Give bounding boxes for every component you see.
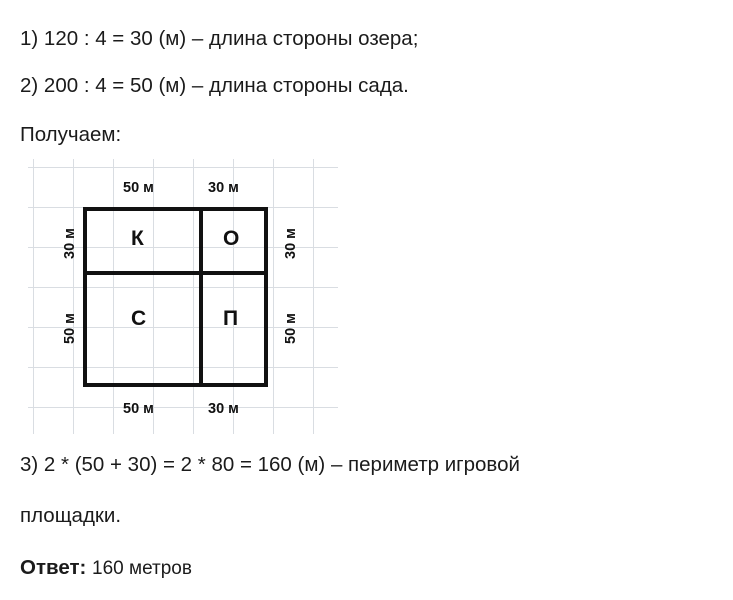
outer-border (83, 207, 268, 387)
dimension-right-bottom: 50 м (283, 312, 299, 344)
solution-step-3: 3) 2 * (50 + 30) = 2 * 80 = 160 (м) – периметр игровой (20, 452, 520, 476)
dimension-left-bottom: 50 м (62, 312, 78, 344)
dimension-right-top: 30 м (283, 227, 299, 259)
solution-step-2: 2) 200 : 4 = 50 (м) – длина стороны сада. (20, 74, 409, 98)
solution-intro: Получаем: (20, 123, 122, 147)
dimension-bottom-left: 50 м (123, 400, 154, 417)
plot-rectangle (83, 207, 268, 387)
cell-label-s: С (131, 306, 147, 330)
dimension-bottom-right: 30 м (208, 400, 239, 417)
cell-label-k: К (131, 226, 144, 250)
answer-label: Ответ: (20, 556, 87, 580)
answer-value: 160 метров (92, 558, 192, 580)
cell-label-p: П (223, 306, 239, 330)
cell-label-o: О (223, 226, 240, 250)
dimension-top-left: 50 м (123, 179, 154, 196)
solution-step-3-continued: площадки. (20, 503, 122, 527)
solution-step-1: 1) 120 : 4 = 30 (м) – длина стороны озера; (20, 27, 419, 50)
answer-row (20, 555, 713, 581)
horizontal-divider (83, 271, 268, 275)
dimension-top-right: 30 м (208, 179, 239, 196)
dimension-left-top: 30 м (62, 227, 78, 259)
diagram-figure (28, 159, 338, 434)
vertical-divider (199, 207, 203, 387)
